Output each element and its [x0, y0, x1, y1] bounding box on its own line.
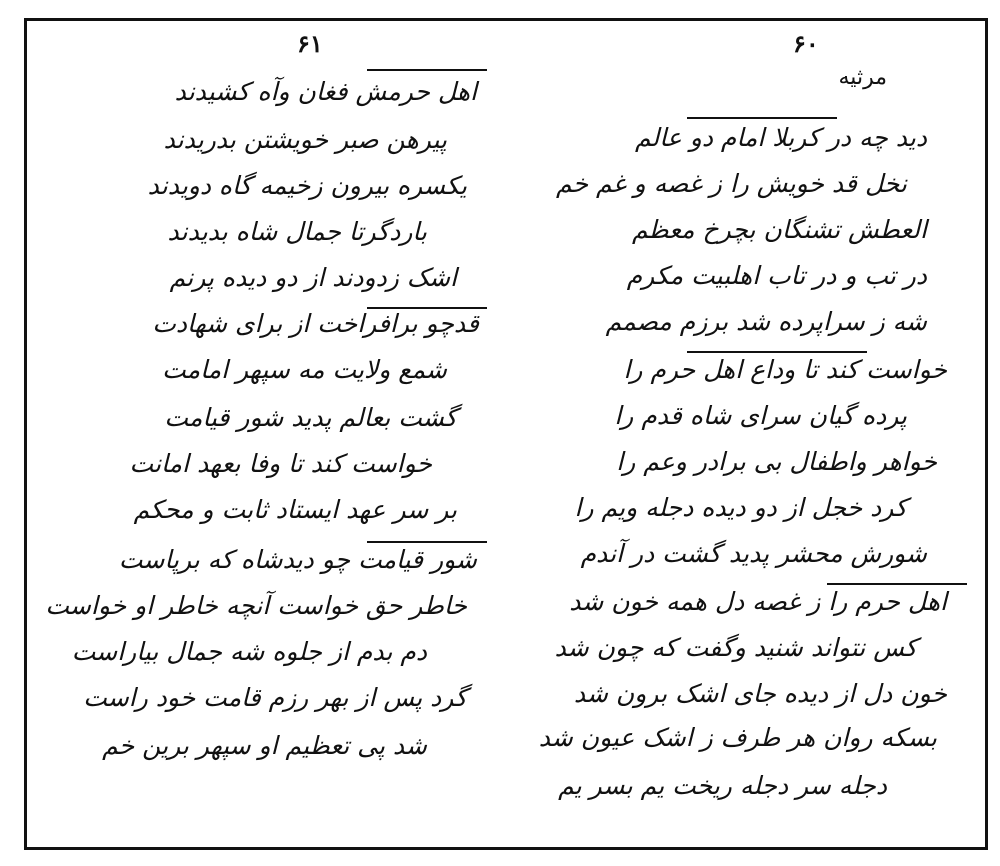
manuscript-frame — [24, 18, 988, 850]
verse-line: خواست کند تا وداع اهل حرم را — [623, 355, 947, 384]
verse-line: العطش تشنگان بچرخ معظم — [631, 215, 927, 244]
verse-line: شور قیامت چو دیدشاه که برپاست — [118, 545, 477, 574]
verse-line: شمع ولایت مه سپهر امامت — [162, 355, 447, 384]
page-number-right: ۶۰ — [793, 29, 819, 58]
verse-line: بسکه روان هر طرف ز اشک عیون شد — [538, 723, 937, 752]
verse-line: خواست کند تا وفا بعهد امانت — [129, 449, 432, 478]
verse-line: دید چه در کربلا امام دو عالم — [635, 123, 927, 152]
verse-line: خاطر حق خواست آنچه خاطر او خواست — [45, 591, 467, 620]
page-number-left: ۶۱ — [297, 29, 323, 58]
verse-line: شه ز سراپرده شد برزم مصمم — [605, 307, 927, 336]
verse-line: دم بدم از جلوه شه جمال بیاراست — [71, 637, 427, 666]
verse-line: کس نتواند شنید وگفت که چون شد — [554, 633, 917, 662]
section-divider — [367, 69, 487, 71]
verse-line: گرد پس از بهر رزم قامت خود راست — [83, 683, 467, 712]
verse-line: باردگرتا جمال شاه بدیدند — [167, 217, 427, 246]
verse-line: گشت بعالم پدید شور قیامت — [164, 403, 457, 432]
verse-line: دجله سر دجله ریخت یم بسر یم — [558, 771, 887, 800]
verse-line: شورش محشر پدید گشت در آندم — [580, 539, 927, 568]
verse-line: اهل حرم را ز غصه دل همه خون شد — [569, 587, 947, 616]
verse-line: یکسره بیرون زخیمه گاه دویدند — [147, 171, 467, 200]
left-page — [45, 21, 487, 847]
verse-line: خون دل از دیده جای اشک برون شد — [573, 679, 947, 708]
verse-line: خواهر واطفال بی برادر وعم را — [616, 447, 937, 476]
poem-heading: مرثیه — [838, 65, 887, 90]
verse-line: قدچو برافراخت از برای شهادت — [152, 309, 479, 338]
verse-line: پیرهن صبر خویشتن بدریدند — [163, 125, 447, 154]
verse-line: در تب و در تاب اهلبیت مکرم — [626, 261, 927, 290]
section-divider — [367, 541, 487, 543]
section-divider — [827, 583, 967, 585]
verse-line: پرده گیان سرای شاه قدم را — [614, 401, 907, 430]
section-divider — [687, 351, 867, 353]
right-page — [527, 21, 967, 847]
verse-line: کرد خجل از دو دیده دجله ویم را — [574, 493, 907, 522]
verse-line: بر سر عهد ایستاد ثابت و محکم — [133, 495, 457, 524]
verse-line: اهل حرمش فغان وآه کشیدند — [174, 77, 477, 106]
verse-line: نخل قد خویش را ز غصه و غم خم — [555, 169, 907, 198]
section-divider — [687, 117, 837, 119]
verse-line: شد پی تعظیم او سپهر برین خم — [102, 731, 427, 760]
verse-line: اشک زدودند از دو دیده پرنم — [169, 263, 457, 292]
